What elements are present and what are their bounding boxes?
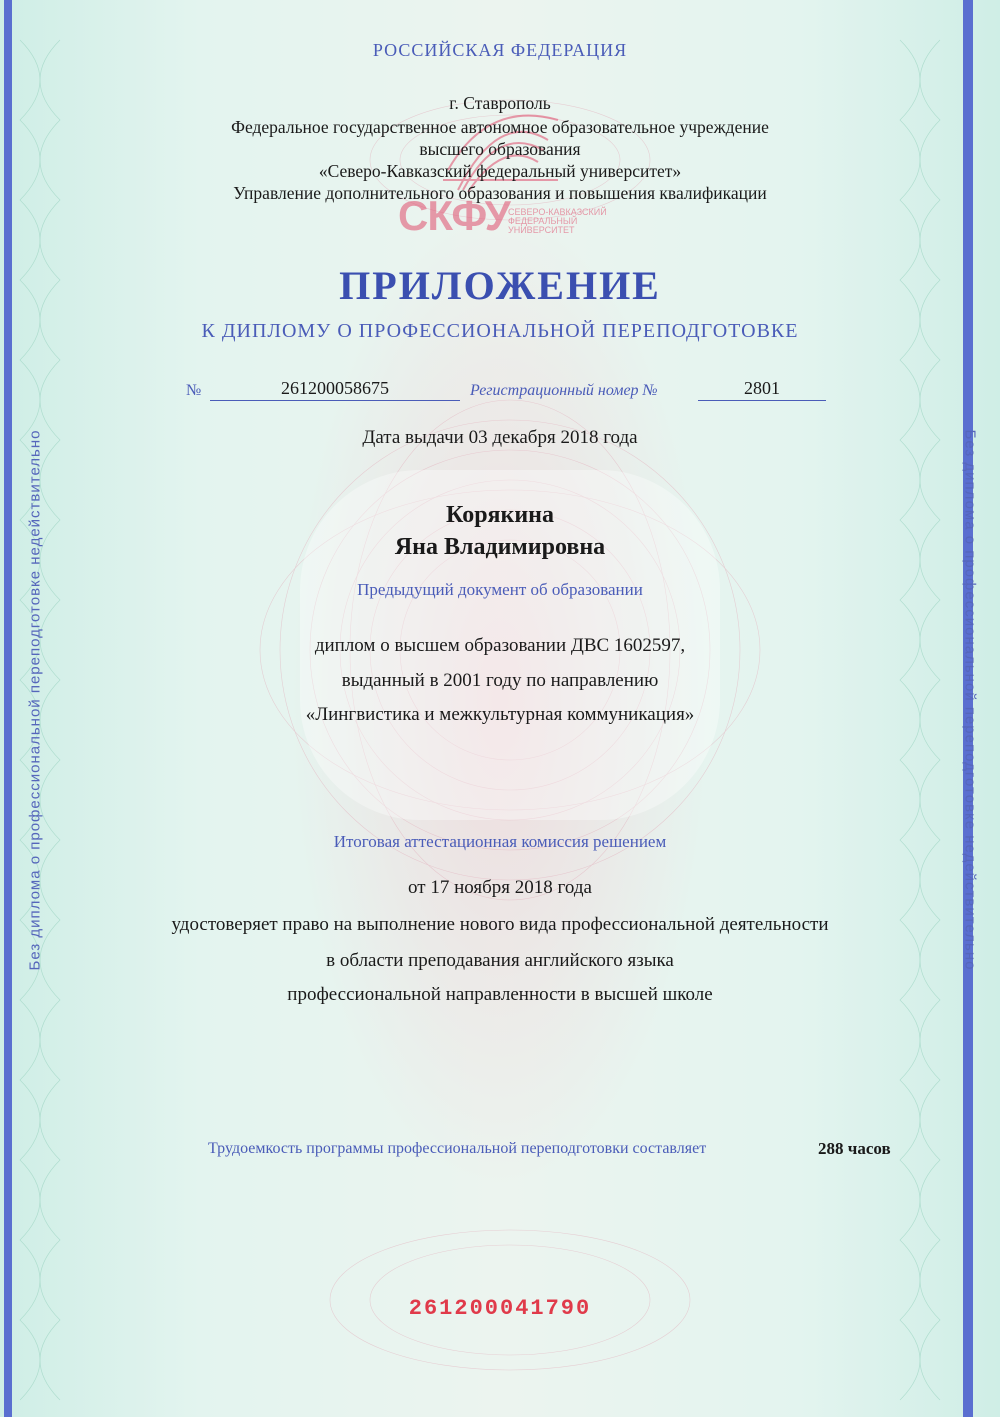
org-line-2: высшего образования	[419, 139, 581, 159]
commission-line-2: в области преподавания английского языка	[326, 950, 674, 971]
previous-document-line-2: выданный в 2001 году по направлению	[341, 670, 659, 691]
previous-document-line-3: «Лингвистика и межкультурная коммуникация»	[305, 704, 695, 725]
country-header: РОССИЙСКАЯ ФЕДЕРАЦИЯ	[372, 40, 628, 60]
city-line: г. Ставрополь	[449, 93, 551, 113]
number-label: №	[186, 382, 202, 399]
first-middle-name: Яна Владимировна	[394, 534, 606, 560]
side-text-left: Без диплома о профессиональной переподготовке недействительно	[26, 429, 44, 971]
registration-number-label: Регистрационный номер №	[470, 382, 658, 399]
logo-subtitle: СЕВЕРО-КАВКАЗСКИЙ ФЕДЕРАЛЬНЫЙ УНИВЕРСИТЕТ	[508, 207, 607, 235]
page-subtitle: К ДИПЛОМУ О ПРОФЕССИОНАЛЬНОЙ ПЕРЕПОДГОТОВКЕ	[201, 320, 799, 342]
previous-document-line-1: диплом о высшем образовании ДВС 1602597,	[314, 635, 686, 656]
commission-label: Итоговая аттестационная комиссия решением	[333, 832, 667, 851]
diploma-number-value: 261200058675	[210, 378, 460, 401]
issue-date: Дата выдачи 03 декабря 2018 года	[362, 427, 638, 448]
previous-document-label: Предыдущий документ об образовании	[357, 580, 643, 599]
side-text-right: Без диплома о профессиональной переподготовке недействительно	[961, 429, 979, 971]
workload-label: Трудоемкость программы профессиональной переподготовки составляет	[208, 1140, 707, 1157]
org-line-3: «Северо-Кавказский федеральный университет»	[318, 161, 682, 181]
commission-date: от 17 ноября 2018 года	[408, 877, 592, 898]
logo-abbreviation: СКФУ	[398, 192, 510, 239]
org-line-4: Управление дополнительного образования и повышения квалификации	[233, 183, 767, 203]
serial-number: 261200041790	[408, 1296, 592, 1321]
page-title: ПРИЛОЖЕНИЕ	[339, 263, 661, 308]
org-line-1: Федеральное государственное автономное образовательное учреждение	[231, 117, 769, 137]
last-name: Корякина	[445, 502, 555, 528]
workload-value: 288 часов	[818, 1139, 891, 1158]
commission-line-3: профессиональной направленности в высшей школе	[287, 984, 713, 1005]
commission-line-1: удостоверяет право на выполнение нового вида профессиональной деятельности	[171, 914, 829, 935]
registration-number-value: 2801	[698, 378, 826, 401]
